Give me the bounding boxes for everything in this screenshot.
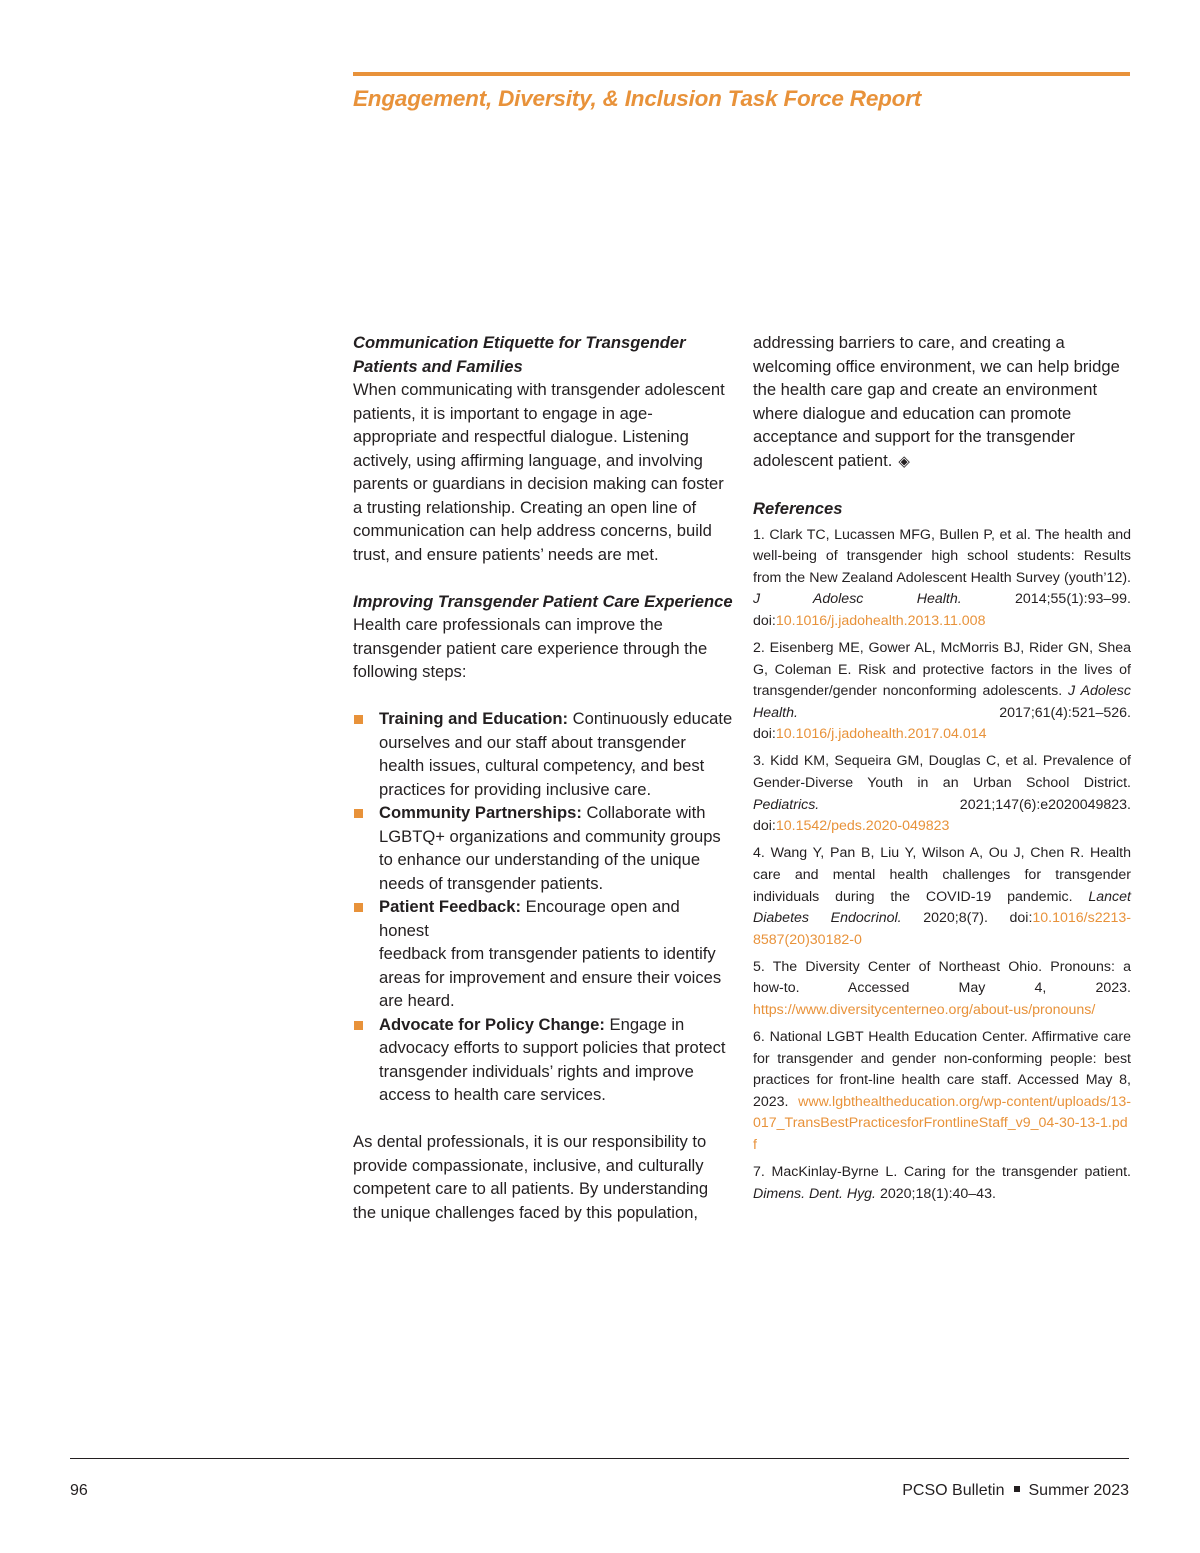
section-heading-communication [353,331,733,378]
reference-item [753,957,1131,1022]
text-line: areas for improvement and ensure their voices [379,967,722,987]
text-line: advocacy efforts to support policies that protect [379,1038,726,1057]
text-line: health issues, cultural competency, and best [379,756,705,775]
text-line: adolescent patient. [753,450,893,470]
ref-journal: J Adolesc Health. [753,683,1131,721]
ref-text: 2021;147(6):e2020049823. doi: [753,796,1131,835]
header-rule [353,72,1130,76]
text-line: Health care professionals can improve the [353,615,663,634]
continued-paragraph [753,331,1131,473]
text-line: Collaborate with [581,803,706,822]
text-line: acceptance and support for the transgender [753,427,1075,446]
ref-text: 1. Clark TC, Lucassen MFG, Bullen P, et al. The health and well-being of transgender high school students: Results from the New Zealand Adolescent Health Survey (youth’12). [753,526,1131,586]
steps-list [353,707,733,1107]
ref-text: 2014;55(1):93–99. doi: [753,591,1131,629]
doi-link[interactable]: 10.1016/j.jadohealth.2017.04.014 [775,726,987,743]
text-line: When communicating with transgender adolescent [353,380,725,399]
square-bullet-icon [354,1021,363,1030]
list-item [353,801,733,895]
heading-line: Patients and Families [353,356,523,376]
reference-item [753,751,1131,837]
text-line: parents or guardians in decision making can foster [353,474,724,493]
text-line: Encourage open and honest [379,897,680,940]
section-heading-care-experience: Improving Transgender Patient Care Experience [353,591,733,611]
issue-label: Summer 2023 [1028,1482,1129,1499]
text-line: where dialogue and education can promote [753,403,1072,423]
end-of-article-icon: ◈ [898,452,910,470]
text-line: ourselves and our staff about transgender [379,732,686,752]
care-experience-intro [353,613,733,684]
square-bullet-icon [354,903,363,912]
ref-text: 2020;8(7). doi: [901,910,1033,927]
ref-journal: Lancet Diabetes Endocrinol. [753,888,1131,927]
text-line: access to health care services. [379,1085,606,1104]
reference-item [753,638,1131,746]
text-line: provide compassionate, inclusive, and culturally [353,1155,704,1175]
publication-footer [902,1480,1129,1502]
text-line: competent care to all patients. By understanding [353,1179,709,1198]
ref-text: 4. Wang Y, Pan B, Liu Y, Wilson A, Ou J, Chen R. Health care and mental health challenges for transgender individuals during the COVID-19 pandemic. [753,845,1131,905]
left-column [353,331,733,1224]
ref-text: 7. MacKinlay-Byrne L. Caring for the transgender patient. [753,1164,1131,1181]
text-line: following steps: [353,662,467,681]
text-line: Engage in [604,1014,685,1034]
step-title: Patient Feedback: [379,897,522,916]
reference-item [753,525,1131,633]
reference-item [753,843,1131,951]
ref-text: 2020;18(1):40–43. [876,1185,996,1202]
text-line: the health care gap and create an environment [753,380,1098,399]
square-bullet-icon [354,809,363,818]
reference-item [753,1162,1131,1205]
page-header-title: Engagement, Diversity, & Inclusion Task Force Report [353,86,922,111]
ref-text: 2017;61(4):521–526. doi: [753,704,1131,743]
ref-text: 2. Eisenberg ME, Gower AL, McMorris BJ, Rider GN, Shea G, Coleman E. Risk and protective factors in the lives of transgender/gender nonconforming adolescents. [753,639,1131,700]
text-line: a trusting relationship. Creating an open line of [353,497,697,517]
text-line: practices for providing inclusive care. [379,779,652,799]
text-line: actively, using affirming language, and involving [353,450,703,470]
ref-journal: Pediatrics. [753,796,820,813]
text-line: transgender patient care experience through the [353,638,708,658]
page-number: 96 [70,1482,88,1499]
text-line: the unique challenges faced by this population, [353,1202,699,1222]
text-line: to enhance our understanding of the unique [379,850,701,869]
references-heading: References [753,498,843,518]
step-title: Community Partnerships: [379,803,582,822]
list-item [353,707,733,801]
text-line: Continuously educate [568,709,733,728]
ref-text: 5. The Diversity Center of Northeast Ohio. Pronouns: a how-to. Accessed May 4, 2023. [753,958,1131,997]
doi-link[interactable]: 10.1016/s2213-8587(20)30182-0 [753,910,1131,948]
text-line: appropriate and respectful dialogue. Listening [353,427,689,446]
doi-link[interactable]: 10.1016/j.jadohealth.2013.11.008 [775,612,986,629]
text-line: feedback from transgender patients to identify [379,944,716,963]
text-line: As dental professionals, it is our responsibility to [353,1132,707,1151]
closing-paragraph [353,1130,733,1224]
right-column [753,331,1131,1211]
square-separator-icon [1014,1486,1020,1492]
text-line: transgender individuals’ rights and improve [379,1061,694,1081]
publication-name: PCSO Bulletin [902,1482,1005,1499]
text-line: patients, it is important to engage in age- [353,403,653,423]
list-item [353,1013,733,1107]
text-line: addressing barriers to care, and creating a [753,333,1065,352]
text-line: LGBTQ+ organizations and community groups [379,826,721,846]
text-line: communication can help address concerns, build [353,521,712,540]
square-bullet-icon [354,715,363,724]
ref-text: 3. Kidd KM, Sequeira GM, Douglas C, et al. Prevalence of Gender-Diverse Youth in an Urban School District. [753,753,1131,792]
text-line: are heard. [379,991,455,1010]
doi-link[interactable]: 10.1542/peds.2020-049823 [775,818,950,835]
url-link[interactable]: www.lgbthealtheducation.org/wp-content/uploads/13-017_TransBestPracticesforFrontlineStaff_v9_04-30-13-1.pdf [753,1093,1131,1154]
ref-journal: J Adolesc Health. [753,591,962,608]
list-item [353,895,733,1013]
text-line: needs of transgender patients. [379,873,604,893]
footer-rule [70,1458,1129,1459]
ref-text: 6. National LGBT Health Education Center. Affirmative care for transgender and gender non-conforming people: best practices for front-line health care staff. Accessed May 8, 2023. [753,1029,1131,1110]
reference-item [753,1027,1131,1157]
step-title: Advocate for Policy Change: [379,1014,605,1034]
text-line: trust, and ensure patients’ needs are met. [353,544,659,564]
step-title: Training and Education: [379,709,568,728]
text-line: welcoming office environment, we can help bridge [753,356,1120,376]
url-link[interactable]: https://www.diversitycenterneo.org/about-us/pronouns/ [753,1001,1096,1018]
heading-line: Communication Etiquette for Transgender [353,333,686,352]
ref-journal: Dimens. Dent. Hyg. [753,1185,876,1202]
communication-paragraph [353,378,733,566]
